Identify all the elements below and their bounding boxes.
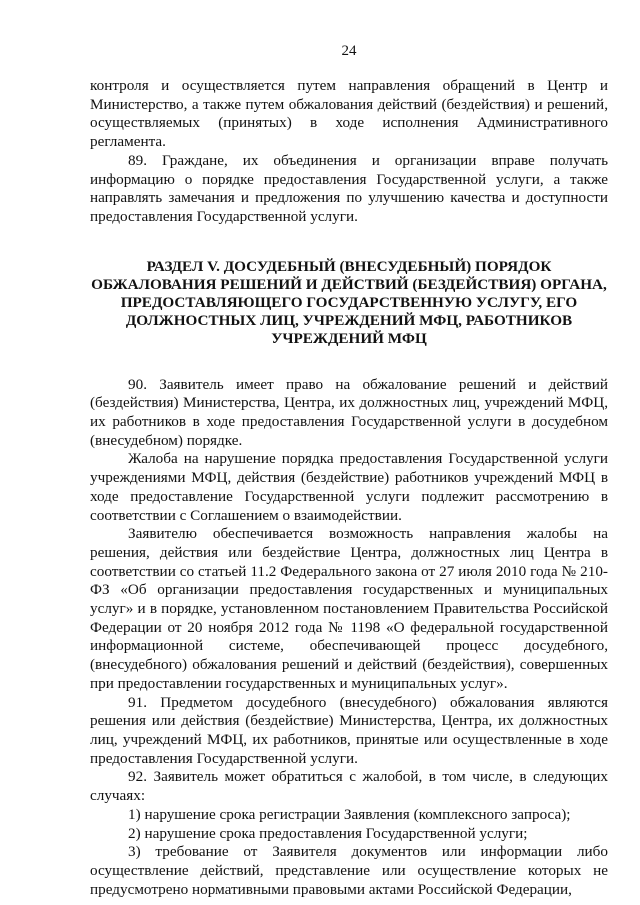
page-number: 24 — [341, 43, 357, 59]
paragraph-91: 91. Предметом досудебного (внесудебного) обжалования являются решения или действия (бездействие) Министерства, Центра, их должностных лиц, учреждений МФЦ, их работников, принятые или осуществленные в ходе предоставления Государственной услуги. — [90, 693, 608, 767]
section-heading — [90, 258, 608, 349]
paragraph-complaint-mfc: Жалоба на нарушение порядка предоставления Государственной услуги учреждениями МФЦ, действия (бездействие) работников учреждений МФЦ в ходе предоставление Государственной услуги подлежит рассмотрению в соответствии с Соглашением о взаимодействии. — [90, 450, 608, 524]
list-item-3: 3) требование от Заявителя документов или информации либо осуществление действий, представление или осуществление которых не предусмотрено нормативными правовыми актами Российской Федерации, — [90, 843, 608, 898]
paragraph-89: 89. Граждане, их объединения и организации вправе получать информацию о порядке предоставления Государственной услуги, а также направлять замечания и предложения по улучшению качества и доступности предоставления Государственной услуги. — [90, 151, 608, 225]
section-heading-line: ПРЕДОСТАВЛЯЮЩЕГО ГОСУДАРСТВЕННУЮ УСЛУГУ, ЕГО — [120, 294, 578, 312]
document-text — [90, 77, 608, 899]
section-heading-line: ДОЛЖНОСТНЫХ ЛИЦ, УЧРЕЖДЕНИЙ МФЦ, РАБОТНИКОВ — [125, 312, 573, 330]
section-heading-line: РАЗДЕЛ V. ДОСУДЕБНЫЙ (ВНЕСУДЕБНЫЙ) ПОРЯДОК — [146, 257, 552, 275]
paragraph-complaint-center: Заявителю обеспечивается возможность направления жалобы на решения, действия или бездействие Центра, должностных лиц Центра в соответствии со статьей 11.2 Федерального закона от 27 июля 2010 года № 210-ФЗ «Об организации предоставления государственных и муниципальных услуг» и в порядке, установленном постановлением Правительства Российской Федерации от 20 ноября 2012 года № 1198 «О федеральной государственной информационной системе, обеспечивающей процесс досудебного, (внесудебного) обжалования решений и действий (бездействия), совершенных при предоставлении государственных и муниципальных услуг». — [90, 525, 608, 692]
section-heading-line: ОБЖАЛОВАНИЯ РЕШЕНИЙ И ДЕЙСТВИЙ (БЕЗДЕЙСТВИЯ) ОРГАНА, — [91, 275, 607, 293]
list-item-2: 2) нарушение срока предоставления Государственной услуги; — [128, 824, 528, 842]
paragraph-continuation: контроля и осуществляется путем направления обращений в Центр и Министерство, а также путем обжалования действий (бездействия) и решений, осуществляемых (принятых) в ходе исполнения Административного регламента. — [90, 77, 608, 151]
paragraph-90: 90. Заявитель имеет право на обжалование решений и действий (бездействия) Министерства, Центра, их должностных лиц, учреждений МФЦ, их работников в ходе предоставления Государственной услуги в досудебном (внесудебном) порядке. — [90, 375, 608, 449]
section-heading-line: УЧРЕЖДЕНИЙ МФЦ — [271, 330, 427, 348]
paragraph-92: 92. Заявитель может обратиться с жалобой, в том числе, в следующих случаях: — [90, 768, 608, 805]
list-item-1: 1) нарушение срока регистрации Заявления (комплексного запроса); — [128, 805, 571, 823]
